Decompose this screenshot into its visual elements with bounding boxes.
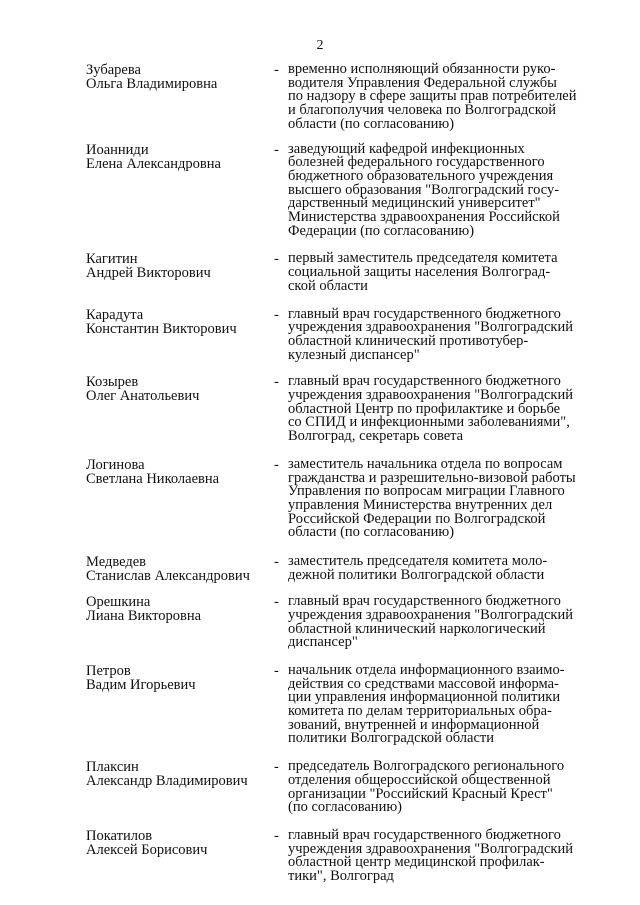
member-given-names: Светлана Николаевна bbox=[86, 470, 220, 487]
position-line: кулезный диспансер" bbox=[288, 346, 420, 363]
position-line: главный врач государственного бюджетного bbox=[288, 826, 561, 843]
member-name bbox=[86, 555, 274, 583]
member-name bbox=[86, 143, 274, 171]
position-line: начальник отдела информационного взаимо- bbox=[288, 661, 565, 678]
position-line: областной Центр по профилактике и борьбе bbox=[288, 400, 561, 417]
position-line: главный врач государственного бюджетного bbox=[288, 373, 561, 390]
dash-separator: - bbox=[274, 662, 279, 679]
member-surname: Орешкина bbox=[86, 594, 151, 611]
position-line: политики Волгоградской области bbox=[288, 730, 495, 747]
member-entry bbox=[86, 252, 580, 293]
position-line: председатель Волгоградского регионального bbox=[288, 758, 565, 775]
member-given-names: Алексей Борисович bbox=[86, 841, 208, 858]
dash-separator: - bbox=[274, 141, 279, 158]
member-given-names: Константин Викторович bbox=[86, 320, 237, 337]
position-line: со СПИД и инфекционными заболеваниями", bbox=[288, 414, 570, 431]
position-line: Федерации (по согласованию) bbox=[288, 222, 475, 239]
position-line: заместитель председателя комитета моло- bbox=[288, 553, 548, 570]
position-line: ской области bbox=[288, 277, 368, 294]
position-line: первый заместитель председателя комитета bbox=[288, 250, 558, 267]
member-name bbox=[86, 458, 274, 486]
member-given-names: Ольга Владимировна bbox=[86, 76, 218, 92]
member-entry bbox=[86, 63, 580, 132]
position-line: болезней федерального государственного bbox=[288, 154, 545, 171]
member-entry bbox=[86, 555, 580, 583]
position-line: отделения общероссийской общественной bbox=[288, 771, 551, 788]
member-position bbox=[288, 63, 580, 132]
position-line: действия со средствами массовой информа- bbox=[288, 675, 559, 692]
member-entry bbox=[86, 661, 580, 747]
member-given-names: Лиана Викторовна bbox=[86, 608, 202, 625]
position-line: по надзору в сфере защиты прав потребителей bbox=[288, 88, 577, 105]
member-list bbox=[86, 63, 580, 884]
member-name bbox=[86, 252, 274, 280]
member-surname: Медведев bbox=[86, 554, 146, 571]
member-entry bbox=[86, 760, 580, 815]
member-entry bbox=[86, 826, 580, 885]
member-given-names: Олег Анатольевич bbox=[86, 388, 200, 405]
position-line: и благополучия человека по Волгоградской bbox=[288, 102, 557, 119]
dash-separator: - bbox=[274, 759, 279, 776]
position-line: области (по согласованию) bbox=[288, 115, 455, 132]
position-line: дарственный медицинский университет" bbox=[288, 195, 541, 212]
member-given-names: Вадим Игорьевич bbox=[86, 676, 196, 693]
position-line: учреждения здравоохранения "Волгоградский bbox=[288, 387, 573, 404]
member-surname: Иоанниди bbox=[86, 141, 149, 158]
position-line: организации "Российский Красный Крест" bbox=[288, 785, 553, 802]
member-position bbox=[288, 252, 580, 293]
dash-separator: - bbox=[274, 594, 279, 611]
member-name bbox=[86, 595, 274, 623]
dash-separator: - bbox=[274, 374, 279, 391]
position-line: учреждения здравоохранения "Волгоградский bbox=[288, 319, 573, 336]
position-line: зований, внутренней и информационной bbox=[288, 716, 540, 733]
position-line: тики", Волгоград bbox=[288, 868, 394, 885]
position-line: временно исполняющий обязанности руко- bbox=[288, 61, 556, 77]
member-name bbox=[86, 664, 274, 692]
dash-separator: - bbox=[274, 827, 279, 844]
dash-separator: - bbox=[274, 62, 279, 78]
member-surname: Карадута bbox=[86, 306, 144, 323]
member-position bbox=[288, 140, 580, 239]
member-surname: Петров bbox=[86, 662, 131, 679]
position-line: диспансер" bbox=[288, 634, 358, 651]
position-line: областной клинический наркологический bbox=[288, 620, 546, 637]
member-entry bbox=[86, 305, 580, 363]
position-line: учреждения здравоохранения "Волгоградский bbox=[288, 840, 573, 857]
position-line: главный врач государственного бюджетного bbox=[288, 593, 561, 610]
position-line: главный врач государственного бюджетного bbox=[288, 305, 561, 322]
member-entry bbox=[86, 595, 580, 650]
position-line: управления Министерства внутренних дел bbox=[288, 496, 553, 513]
member-given-names: Андрей Викторович bbox=[86, 265, 211, 282]
position-line: социальной защиты населения Волгоград- bbox=[288, 264, 551, 281]
position-line: области (по согласованию) bbox=[288, 524, 455, 541]
member-surname: Плаксин bbox=[86, 759, 139, 776]
position-line: Волгоград, секретарь совета bbox=[288, 428, 464, 445]
position-line: заместитель начальника отдела по вопросам bbox=[288, 455, 563, 472]
position-line: бюджетного образовательного учреждения bbox=[288, 167, 554, 184]
member-name bbox=[86, 829, 274, 857]
position-line: (по согласованию) bbox=[288, 799, 402, 816]
member-surname: Козырев bbox=[86, 374, 139, 391]
member-given-names: Александр Владимирович bbox=[86, 773, 248, 790]
dash-separator: - bbox=[274, 554, 279, 571]
member-position bbox=[288, 455, 580, 541]
position-line: водителя Управления Федеральной службы bbox=[288, 74, 557, 91]
position-line: ции управления информационной политики bbox=[288, 689, 561, 706]
dash-separator: - bbox=[274, 456, 279, 473]
member-entry bbox=[86, 375, 580, 444]
position-line: учреждения здравоохранения "Волгоградский bbox=[288, 606, 573, 623]
position-line: заведующий кафедрой инфекционных bbox=[288, 140, 525, 157]
member-name bbox=[86, 308, 274, 336]
position-line: областной центр медицинской профилак- bbox=[288, 854, 545, 871]
member-surname: Покатилов bbox=[86, 827, 153, 844]
position-line: высшего образования "Волгоградский госу- bbox=[288, 181, 560, 198]
member-name bbox=[86, 760, 274, 788]
member-given-names: Станислав Александрович bbox=[86, 568, 250, 585]
member-entry bbox=[86, 140, 580, 239]
member-position bbox=[288, 375, 580, 444]
member-surname: Логинова bbox=[86, 456, 145, 473]
member-position bbox=[288, 760, 580, 815]
member-name bbox=[86, 375, 274, 403]
member-position bbox=[288, 555, 580, 582]
member-name bbox=[86, 63, 274, 91]
position-line: Управления по вопросам миграции Главного bbox=[288, 483, 565, 500]
member-given-names: Елена Александровна bbox=[86, 155, 221, 172]
member-position bbox=[288, 661, 580, 747]
dash-separator: - bbox=[274, 306, 279, 323]
position-line: областной клинический противотубер- bbox=[288, 332, 529, 349]
member-surname: Зубарева bbox=[86, 62, 141, 78]
member-position bbox=[288, 826, 580, 885]
member-surname: Кагитин bbox=[86, 251, 138, 268]
page-number: 2 bbox=[316, 38, 324, 53]
position-line: Российской Федерации по Волгоградской bbox=[288, 510, 546, 527]
dash-separator: - bbox=[274, 251, 279, 268]
member-position bbox=[288, 305, 580, 363]
member-entry bbox=[86, 455, 580, 541]
position-line: гражданства и разрешительно-визовой работы bbox=[288, 469, 576, 486]
member-position bbox=[288, 595, 580, 650]
position-line: Министерства здравоохранения Российской bbox=[288, 209, 560, 226]
position-line: дежной политики Волгоградской области bbox=[288, 566, 545, 583]
position-line: комитета по делам территориальных обра- bbox=[288, 703, 552, 720]
